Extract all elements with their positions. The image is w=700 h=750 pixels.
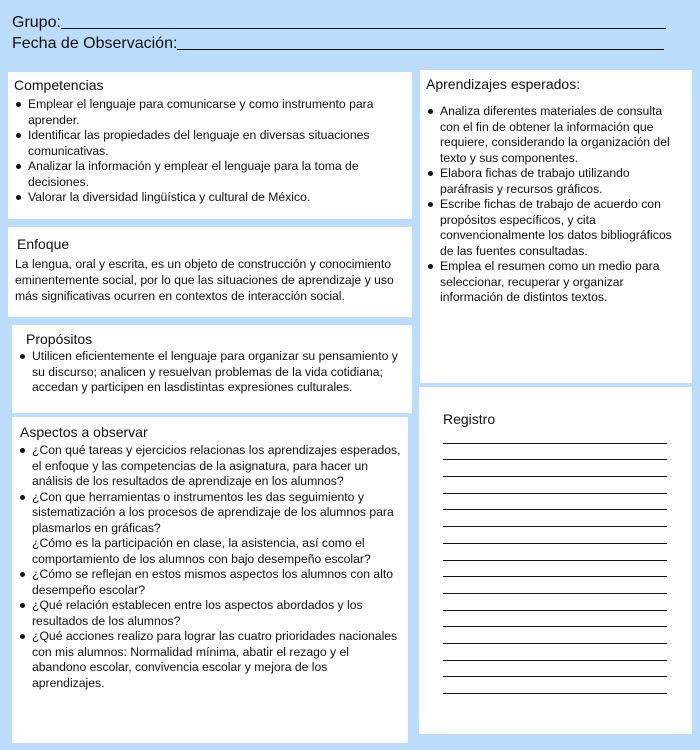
propositos-panel <box>12 325 412 413</box>
registro-title: Registro <box>443 411 496 427</box>
competencias-panel <box>8 72 412 219</box>
aspectos-list <box>20 443 402 691</box>
list-item: ¿Con qué tareas y ejercicios relacionas los aprendizajes esperados, el enfoque y las competencias de la asignatura, para hacer un análisis de los resultados de aprendizaje en los alumnos? <box>32 443 401 488</box>
registro-line[interactable] <box>443 594 667 611</box>
registro-lines[interactable] <box>443 427 667 694</box>
fecha-underline <box>177 49 664 50</box>
list-item: Escribe fichas de trabajo de acuerdo con propósitos específicos, y cita convencionalmente los datos bibliográficos de las fuentes consultadas. <box>440 197 684 259</box>
list-item: ¿Qué acciones realizo para lograr las cuatro prioridades nacionales con mis alumnos: Normalidad mínima, abatir el rezago y el abandono escolar, convivencia escolar y mejora de los aprendizajes. <box>32 629 402 691</box>
competencias-list <box>14 97 406 206</box>
list-item: Analizar la información y emplear el lenguaje para la toma de decisiones. <box>28 159 406 190</box>
registro-line[interactable] <box>443 677 667 694</box>
list-item: ¿Cómo se reflejan en estos mismos aspectos los alumnos con alto desempeño escolar? <box>32 567 402 598</box>
registro-line[interactable] <box>443 477 667 494</box>
registro-line[interactable] <box>443 444 667 461</box>
registro-line[interactable] <box>443 644 667 661</box>
list-item: ¿Qué relación establecen entre los aspectos abordados y los resultados de los alumnos? <box>32 598 402 629</box>
propositos-title: Propósitos <box>26 331 93 347</box>
list-item: Elabora fichas de trabajo utilizando paráfrasis y recursos gráficos. <box>440 166 684 197</box>
registro-line[interactable] <box>443 544 667 561</box>
aprendizajes-title: Aprendizajes esperados: <box>426 76 581 92</box>
registro-panel[interactable] <box>419 387 692 734</box>
fecha-field[interactable] <box>12 35 676 53</box>
registro-line[interactable] <box>443 661 667 678</box>
registro-line[interactable] <box>443 561 667 578</box>
registro-line[interactable] <box>443 577 667 594</box>
propositos-list <box>24 349 406 396</box>
grupo-field[interactable] <box>12 14 672 32</box>
registro-line[interactable] <box>443 611 667 628</box>
list-item: ¿Con que herramientas o instrumentos les das seguimiento y sistematización a los procesos de aprendizaje de los alumnos para plasmarlos en gráficas? <box>32 490 402 537</box>
enfoque-panel <box>8 227 412 317</box>
list-item: Utilicen eficientemente el lenguaje para organizar su pensamiento y su discurso; analicen y resuelvan problemas de la vida cotidiana; accedan y participen en lasdistintas expresiones culturales. <box>32 349 406 396</box>
list-item: ¿Cómo es la participación en clase, la asistencia, así como el comportamiento de los alumnos con bajo desempeño escolar? <box>32 536 371 566</box>
aspectos-title: Aspectos a observar <box>20 424 148 440</box>
aprendizajes-list <box>426 104 684 306</box>
registro-line[interactable] <box>443 627 667 644</box>
list-item: Analiza diferentes materiales de consulta con el fin de obtener la información que requiere, considerando la organización del texto y sus componentes. <box>440 104 684 166</box>
list-item: Identificar las propiedades del lenguaje en diversas situaciones comunicativas. <box>28 128 406 159</box>
registro-line[interactable] <box>443 527 667 544</box>
fecha-label: Fecha de Observación: <box>12 35 178 52</box>
enfoque-text: La lengua, oral y escrita, es un objeto de construcción y conocimiento eminentemente social, por lo que las situaciones de aprendizaje y uso más significativas ocurren en contextos de interacción social. <box>15 257 394 303</box>
list-item: Emplea el resumen como un medio para seleccionar, recuperar y organizar información de distintos textos. <box>440 259 684 306</box>
registro-line[interactable] <box>443 427 667 444</box>
aprendizajes-panel <box>420 70 692 383</box>
competencias-title: Competencias <box>14 77 104 93</box>
list-item: Valorar la diversidad lingüística y cultural de México. <box>28 190 406 206</box>
grupo-label: Grupo: <box>12 14 61 31</box>
enfoque-title: Enfoque <box>17 236 70 252</box>
aspectos-panel <box>12 417 408 743</box>
grupo-underline <box>61 28 666 29</box>
registro-line[interactable] <box>443 460 667 477</box>
registro-line[interactable] <box>443 494 667 511</box>
list-item: Emplear el lenguaje para comunicarse y como instrumento para aprender. <box>28 97 406 128</box>
registro-line[interactable] <box>443 510 667 527</box>
